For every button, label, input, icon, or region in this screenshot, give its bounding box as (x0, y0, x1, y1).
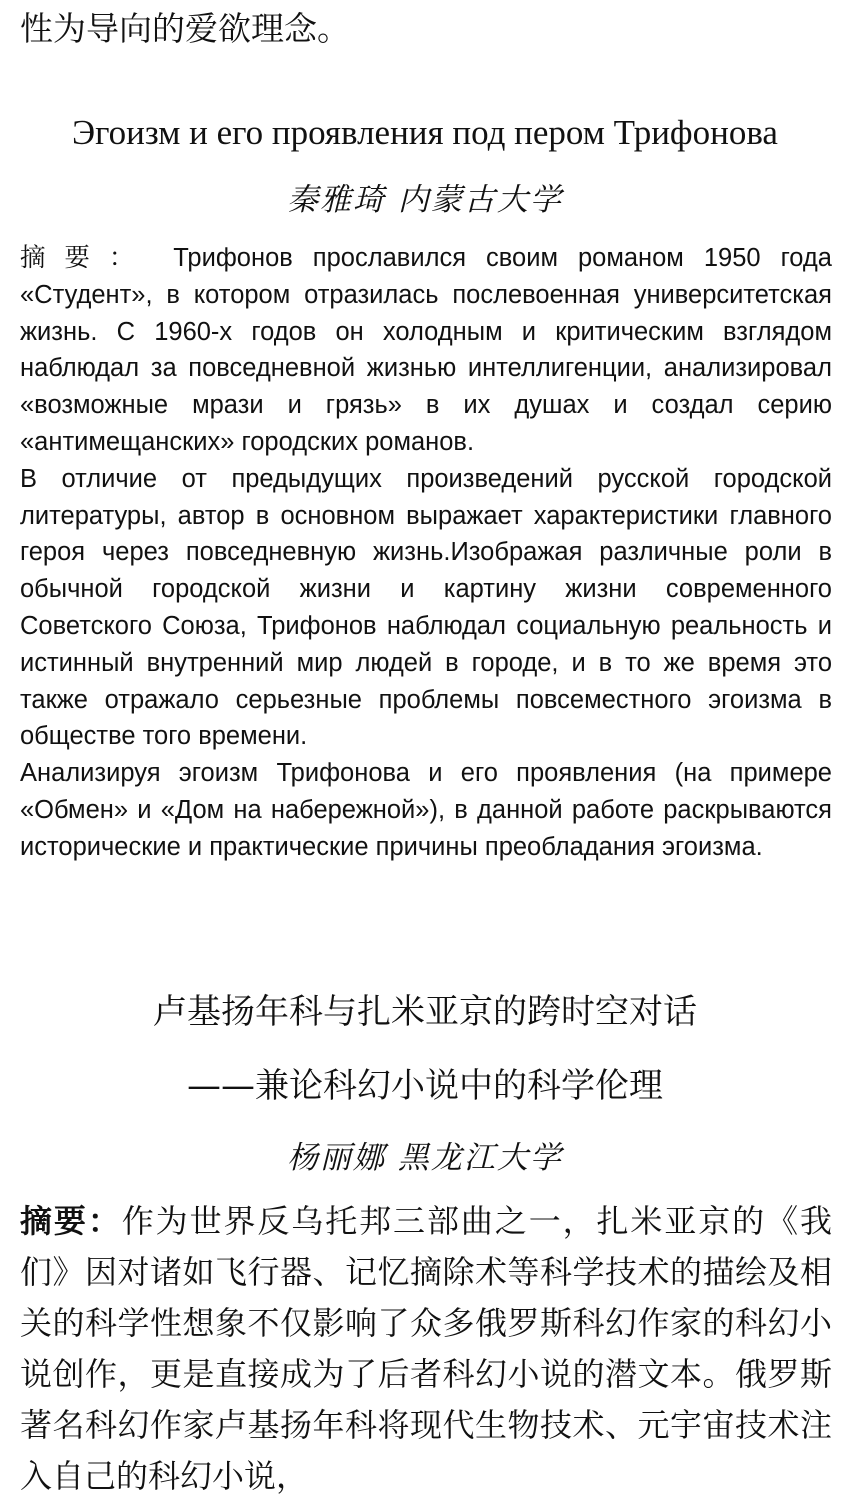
abstract-paragraph-3: Анализируя эгоизм Трифонова и его проявления (на примере «Обмен» и «Дом на набережной»), в данной работе раскрываются исторические и практические причины преобладания эгоизма. (20, 759, 832, 861)
abstract-paragraph-1 (20, 240, 832, 461)
author-affiliation-1: 秦雅琦 内蒙古大学 (287, 182, 563, 218)
abstract-label: 摘要： (20, 244, 154, 272)
abstract-chinese (20, 1196, 832, 1502)
abstract-chinese-text: 作为世界反乌托邦三部曲之一，扎米亚京的《我们》因对诸如飞行器、记忆摘除术等科学技术的描绘及相关的科学性想象不仅影响了众多俄罗斯科幻作家的科幻小说创作，更是直接成为了后者科幻小说的潜文本。俄罗斯著名科幻作家卢基扬年科将现代生物技术、元宇宙技术注入自己的科幻小说， (20, 1202, 832, 1495)
article-title-russian: Эгоизм и его проявления под пером Трифонова (72, 113, 778, 152)
abstract-label-chinese: 摘要： (20, 1202, 122, 1240)
article-subtitle-chinese: ——兼论科幻小说中的科学伦理 (187, 1066, 663, 1106)
abstract-paragraph-2: В отличие от предыдущих произведений русской городской литературы, автор в основном выражает характеристики главного героя через повседневную жизнь.Изображая различные роли в обычной городской жизни и картину жизни современного Советского Союза, Трифонов наблюдал социальную реальность и истинный внутренний мир людей в городе, и в то же время это также отражало серьезные проблемы повсеместного эгоизма в обществе того времени. (20, 464, 832, 751)
author-affiliation-2: 杨丽娜 黑龙江大学 (287, 1140, 563, 1176)
abstract-paragraph-1-text: Трифонов прославился своим романом 1950 года «Студент», в котором отразилась послевоенная университетская жизнь. С 1960-х годов он холодным и критическим взглядом наблюдал за повседневной жизнью интеллигенции, анализировал «возможные мрази и грязь» в их душах и создал серию «антимещанских» городских романов. (20, 244, 832, 456)
article-title-chinese: 卢基扬年科与扎米亚京的跨时空对话 (153, 992, 697, 1032)
abstract-russian (20, 240, 832, 866)
preceding-text-fragment: 性为导向的爱欲理念。 (20, 9, 350, 48)
